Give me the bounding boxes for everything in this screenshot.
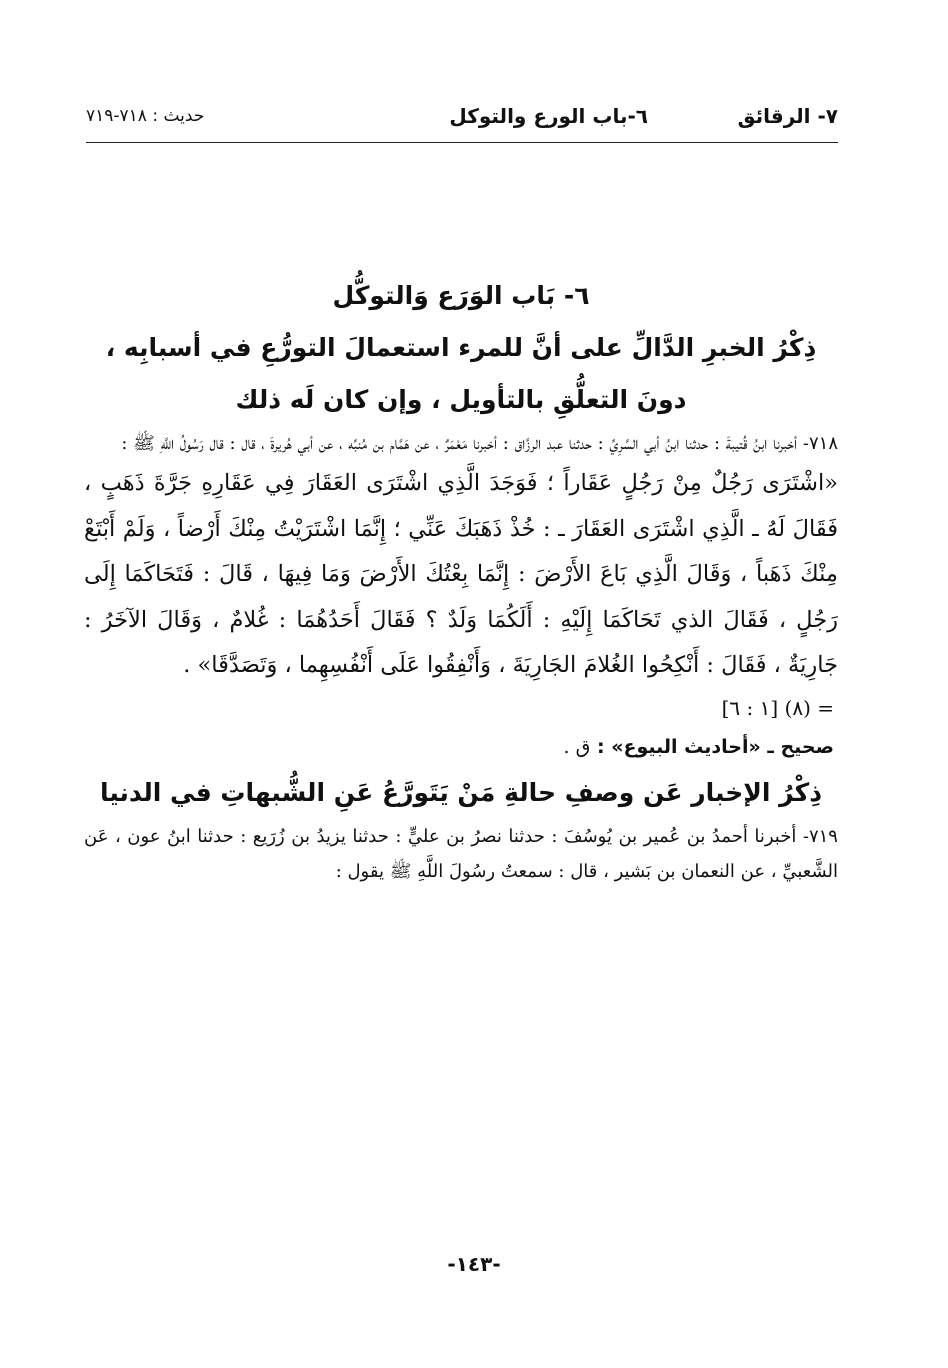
hadith-718-reference: = (٨) [١ : ٦] xyxy=(721,695,834,720)
hadith-718-grade xyxy=(84,727,838,767)
hadith-719-number: ٧١٩- xyxy=(802,825,838,847)
hadith-718-isnad-text: أخبرنا ابنُ قُتيبةَ : حدثنا ابنُ أبي السَّرِيِّ : حدثنا عبد الرزَّاق : أخبرنا مَعْمَرٌ ، عن هَمَّام بن مُنبِّه ، عن أبي هُريرةَ ، قال : قال رَسُولُ اللَّهِ ﷺ : xyxy=(121,433,798,454)
book-title: ٧- الرقائق xyxy=(737,104,838,128)
section-title-1: ذِكْرُ الخبرِ الدَّالِّ على أنَّ للمرء استعمالَ التورُّعِ في أسبابِه ، دونَ التعلُّقِ بالتأويل ، وإن كان لَه ذلك xyxy=(105,333,817,414)
hadith-719-isnad-text: أخبرنا أحمدُ بن عُمير بن يُوسُفَ : حدثنا نصرُ بن عليٍّ : حدثنا يزيدُ بن زُرَيع : حدثنا ابنُ عون ، عَن الشَّعبيِّ ، عن النعمان بن بَشير ، قال : سمعتُ رسُولَ اللَّهِ ﷺ يقول : xyxy=(84,825,838,882)
running-header xyxy=(86,100,838,140)
hadith-range: حديث : ٧١٨-٧١٩ xyxy=(86,106,205,126)
page-body xyxy=(84,276,838,889)
section-title-2: ذِكْرُ الإخبار عَن وصفِ حالةِ مَنْ يَتَورَّعُ عَنِ الشُّبهاتِ في الدنيا xyxy=(99,777,823,807)
chapter-header: ٦-باب الورع والتوكل xyxy=(449,104,648,128)
hadith-718-number: ٧١٨- xyxy=(802,433,838,454)
header-divider xyxy=(86,142,838,143)
grade-value: ق . xyxy=(563,735,591,758)
hadith-719-isnad xyxy=(84,819,838,889)
page-number: -١٤٣- xyxy=(447,1252,501,1276)
chapter-title: ٦- بَاب الوَرَع وَالتوكُّل xyxy=(332,281,590,310)
hadith-718-isnad xyxy=(84,426,838,461)
grade-label: صحيح ـ «أحاديث البيوع» : xyxy=(597,735,834,758)
hadith-718-matn: «اشْتَرَى رَجُلٌ مِنْ رَجُلٍ عَقَاراً ؛ فَوَجَدَ الَّذِي اشْتَرَى العَقَارَ فِي عَقَارِهِ جَرَّةَ ذَهَبٍ ، فَقَالَ لَهُ ـ الَّذِي اشْتَرَى العَقَارَ ـ : خُذْ ذَهَبَكَ عَنِّي ؛ إِنَّمَا اشْتَرَيْتُ مِنْكَ أَرْضاً ، وَلَمْ أَبْتَعْ مِنْكَ ذَهَباً ، وَقَالَ الَّذِي بَاعَ الأَرْضَ : إِنَّمَا بِعْتُكَ الأَرْضَ وَمَا فِيهَا ، قَالَ : فَتَحَاكَمَا إِلَى رَجُلٍ ، فَقَالَ الذي تَحَاكَمَا إِلَيْهِ : أَلَكُمَا وَلَدٌ ؟ فَقَالَ أَحَدُهُمَا : غُلامٌ ، وَقَالَ الآخَرُ : جَارِيَةٌ ، فَقَالَ : أَنْكِحُوا الغُلامَ الجَارِيَةَ ، وَأَنْفِقُوا عَلَى أَنْفُسِهِما ، وَتَصَدَّقَا» . xyxy=(84,470,838,679)
